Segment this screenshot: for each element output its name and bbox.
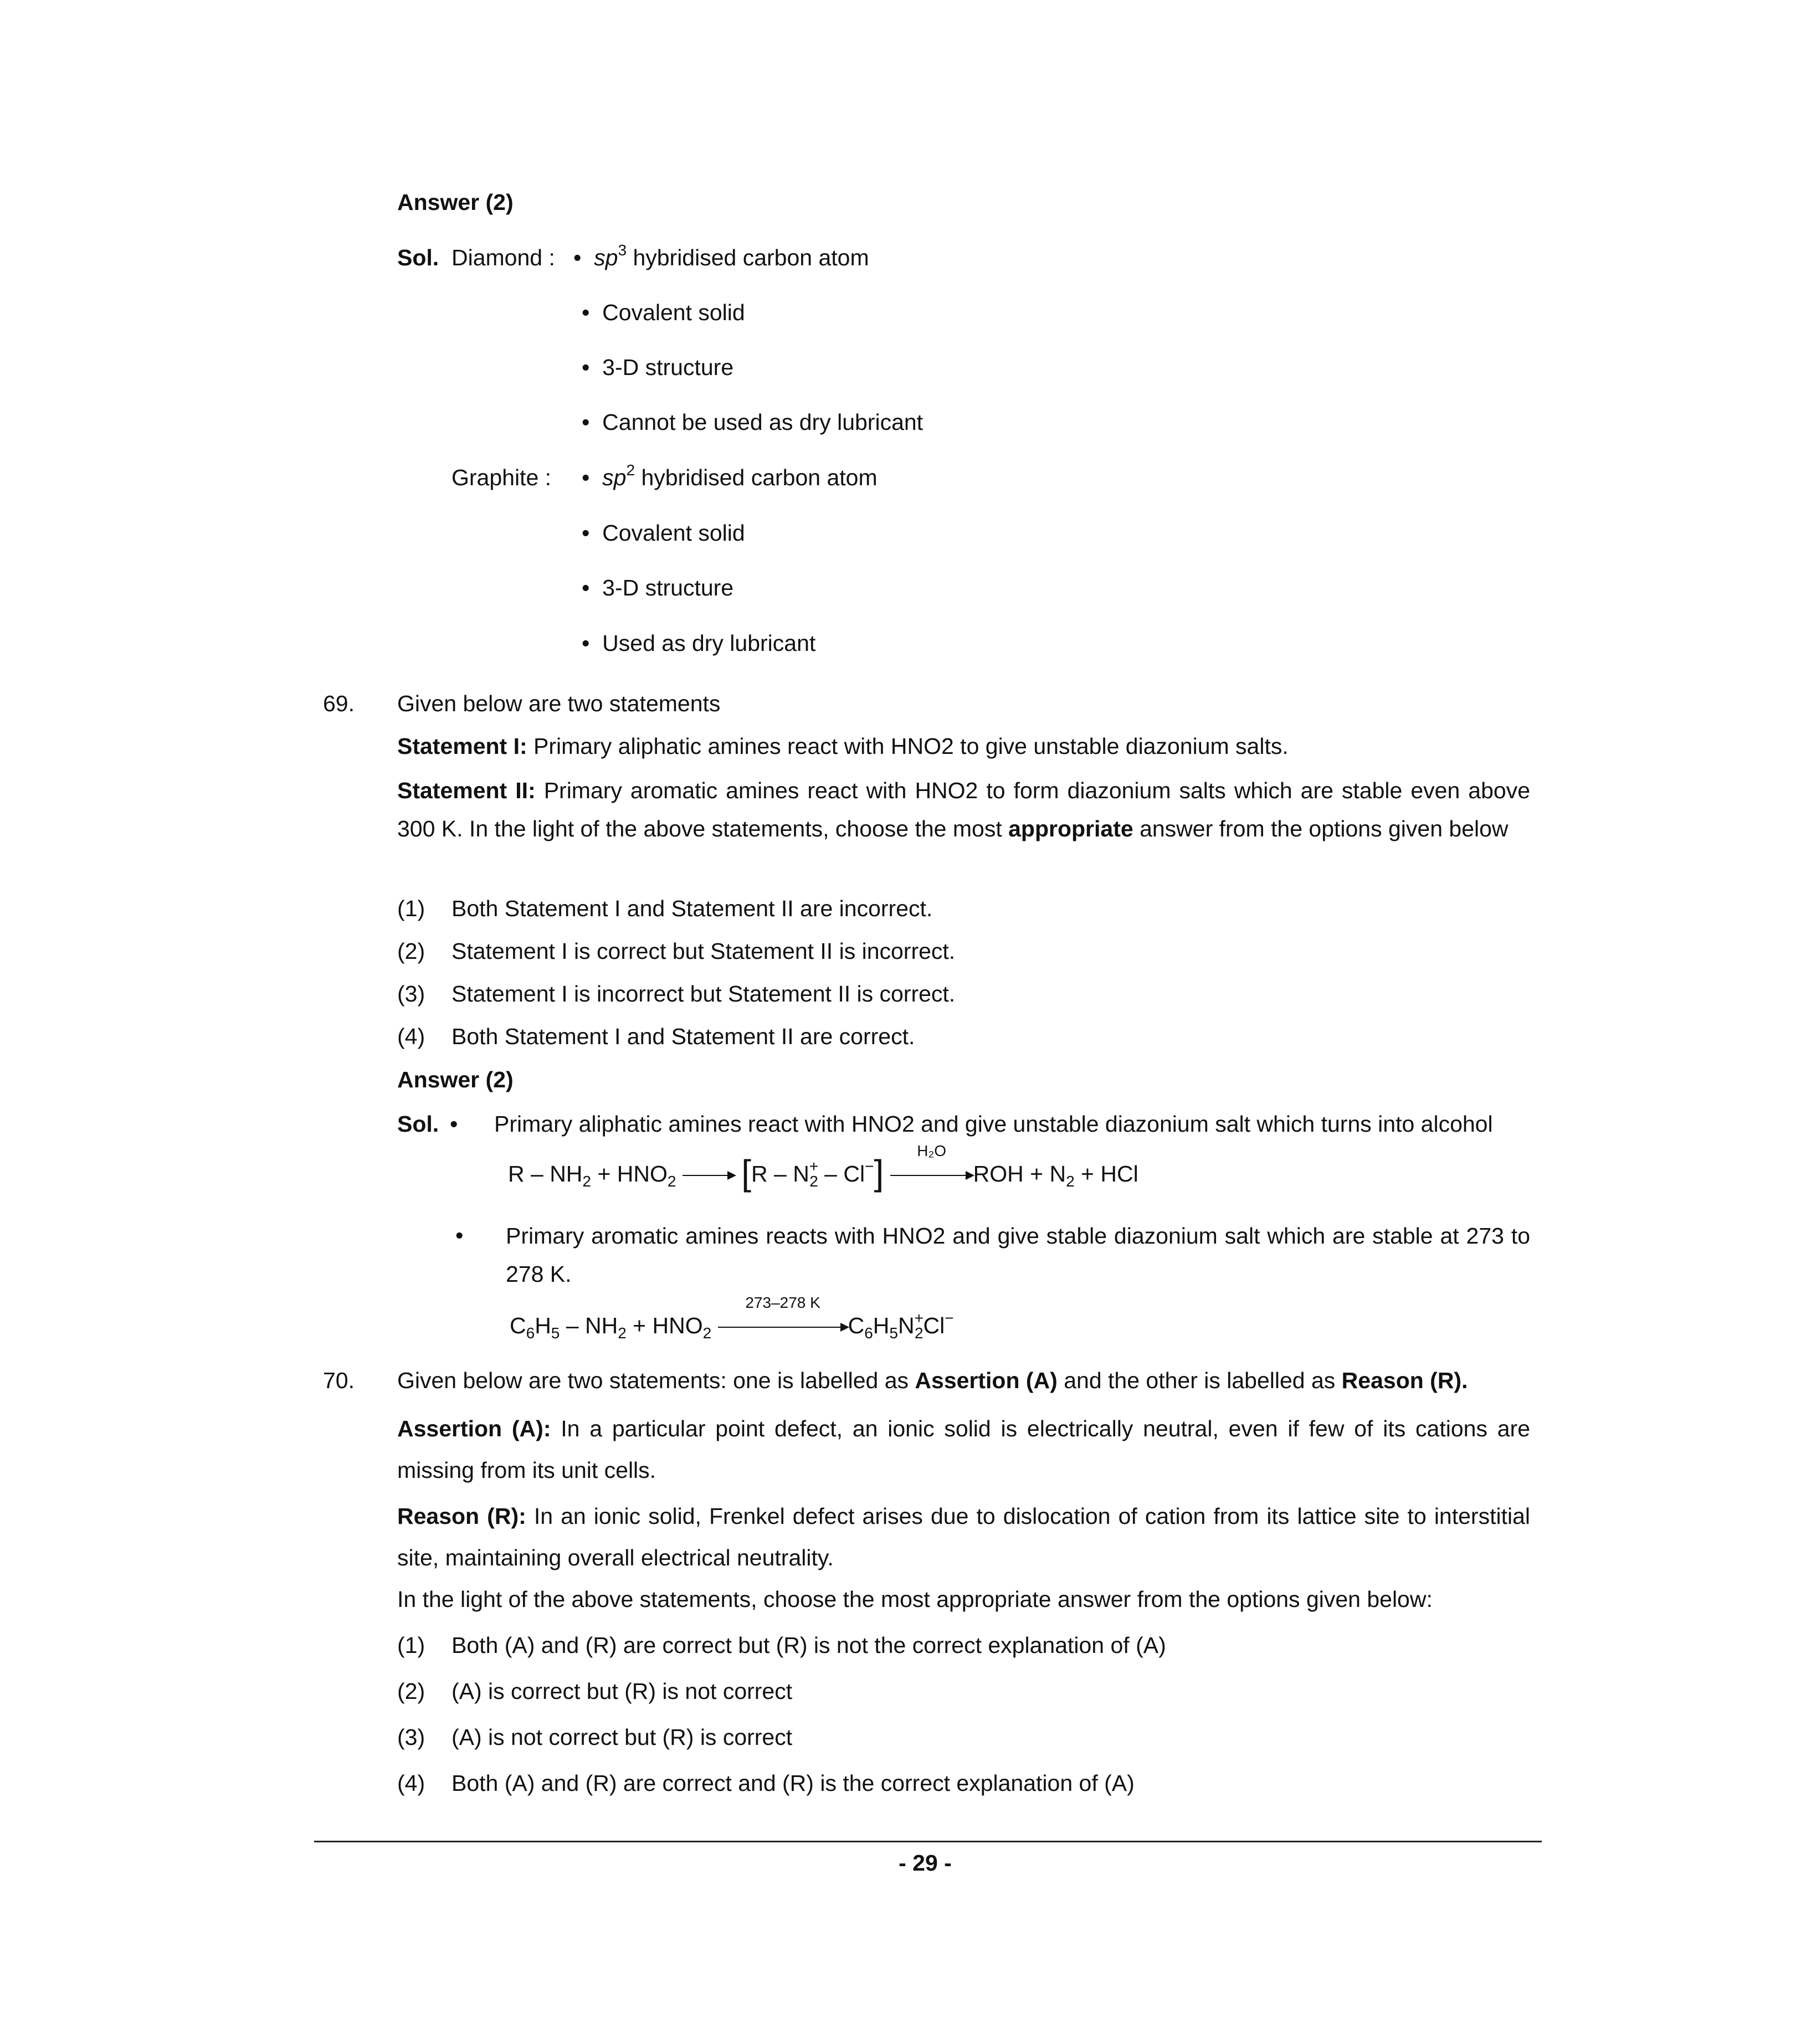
bullet-icon <box>455 1223 463 1248</box>
q70-option-1: (1) Both (A) and (R) are correct but (R) is not the correct explanation of (A) <box>397 1632 1166 1658</box>
q69-statement-1: Statement I: Primary aliphatic amines react with HNO2 to give unstable diazonium salts. <box>397 733 1289 759</box>
bullet-icon <box>582 355 589 380</box>
q69-option-3: (3) Statement I is incorrect but Statement II is correct. <box>397 981 956 1006</box>
reaction-arrow-icon: H₂O <box>890 1161 973 1187</box>
q69-sol-label: Sol. <box>397 1111 439 1137</box>
bullet-icon <box>582 520 589 546</box>
q69-sol-bullet-1: • Primary aliphatic amines react with HNO2 and give unstable diazonium salt which turns into alcohol <box>450 1111 458 1137</box>
q70-reason: Reason (R): In an ionic solid, Frenkel defect arises due to dislocation of cation from its lattice site to interstitial site, maintaining overall electrical neutrality. <box>397 1503 1530 1570</box>
q69-number: 69. <box>323 691 355 716</box>
q69-equation-2: $C_6H_5 - NH_2 + HNO_2$ 273–278 K $C_6H_5N^+_2Cl^-$ <box>510 1294 954 1342</box>
q69-option-1: (1) Both Statement I and Statement II are incorrect. <box>397 896 933 921</box>
q69-intro: Given below are two statements <box>397 691 721 716</box>
graphite-bullet-2: • Covalent solid <box>582 520 745 546</box>
q70-assertion: Assertion (A): In a particular point defect, an ionic solid is electrically neutral, even if few of its cations are missing from its unit cells. <box>397 1416 1530 1483</box>
q70-option-4: (4) Both (A) and (R) are correct and (R) is the correct explanation of (A) <box>397 1770 1135 1796</box>
q69-option-4: (4) Both Statement I and Statement II are correct. <box>397 1024 915 1049</box>
bullet-icon <box>582 575 589 600</box>
q69-equation-1: $R - NH_2 + HNO_2$ $[R - N^+_2 - Cl^-]$ H₂O ROH + $N_2$ + HCl <box>508 1142 1138 1193</box>
diamond-bullet-1: • $sp^3$ hybridised carbon atom <box>573 245 869 271</box>
reaction-arrow-icon <box>683 1161 735 1187</box>
bullet-icon <box>450 1111 458 1137</box>
graphite-bullet-4: • Used as dry lubricant <box>582 630 815 656</box>
bullet-icon <box>582 465 589 490</box>
q69-statement-2: Statement II: Primary aromatic amines react with HNO2 to form diazonium salts which are stable even above 300 K. In the light of the above statements, choose the most appropriate answer from the options given below <box>397 778 1530 841</box>
graphite-bullet-3: • 3-D structure <box>582 575 733 601</box>
bullet-icon <box>582 409 589 435</box>
q69-answer-label: Answer (2) <box>397 1067 514 1092</box>
q68-sol-label: Sol. <box>397 245 439 270</box>
diamond-bullet-3: • 3-D structure <box>582 355 733 381</box>
q69-option-2: (2) Statement I is correct but Statement II is incorrect. <box>397 938 956 964</box>
q70-option-2: (2) (A) is correct but (R) is not correct <box>397 1678 793 1704</box>
q70-intro: Given below are two statements: one is labelled as Assertion (A) and the other is labelled as Reason (R). <box>397 1368 1468 1393</box>
bullet-icon <box>582 300 589 325</box>
diamond-bullet-4: • Cannot be used as dry lubricant <box>582 409 923 435</box>
diamond-bullet-2: • Covalent solid <box>582 300 745 326</box>
footer-divider <box>314 1841 1542 1842</box>
graphite-label: Graphite : <box>452 465 552 490</box>
graphite-bullet-1: • $sp^2$ hybridised carbon atom <box>582 465 878 491</box>
diamond-label: Diamond : <box>452 245 555 270</box>
bullet-icon <box>573 245 581 270</box>
q70-prompt: In the light of the above statements, choose the most appropriate answer from the options given below: <box>397 1586 1433 1612</box>
page-number: - 29 - <box>899 1850 952 1876</box>
reaction-arrow-icon: 273–278 K <box>718 1313 848 1339</box>
q69-sol-bullet-2-marker <box>455 1223 463 1249</box>
q69-sol-bullet-2: Primary aromatic amines reacts with HNO2 and give stable diazonium salt which are stable at 273 to 278 K. <box>506 1223 1530 1287</box>
q70-number: 70. <box>323 1368 355 1393</box>
bullet-icon <box>582 630 589 656</box>
q68-answer-label: Answer (2) <box>397 189 514 215</box>
q70-option-3: (3) (A) is not correct but (R) is correct <box>397 1724 793 1750</box>
